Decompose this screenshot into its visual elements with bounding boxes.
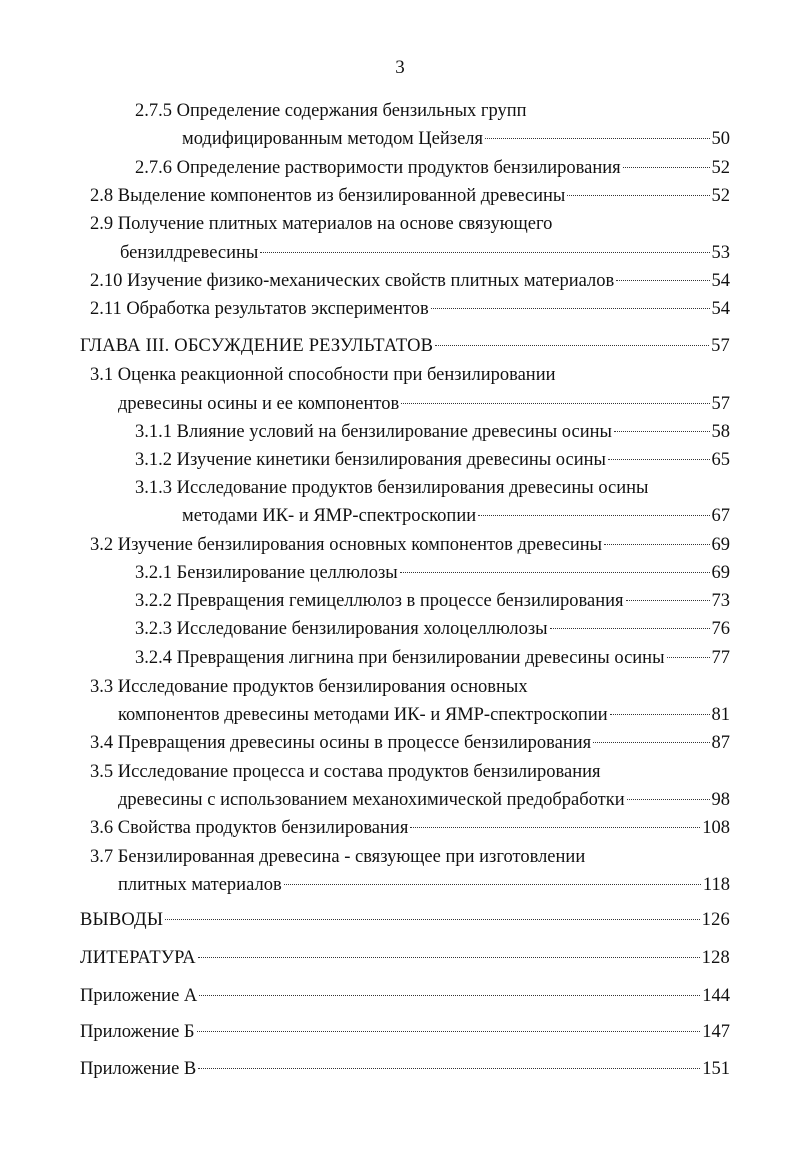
dot-leader [604,544,709,545]
toc-page-number: 50 [711,129,730,149]
dot-leader [284,884,701,885]
toc-entry-title: 2.10 Изучение физико-механических свойств плитных материалов [90,271,615,291]
dot-leader [627,799,710,800]
toc-entry-3-4 [90,730,730,756]
toc-entry-3-1-line1: 3.1 Оценка реакционной способности при бензилировании [90,365,556,385]
toc-appendix-b [80,1019,730,1045]
toc-entry-3-1-1 [135,419,730,445]
toc-entry-2-7-5 [182,126,730,152]
toc-entry-2-7-5-line1: 2.7.5 Определение содержания бензильных групп [135,101,527,121]
toc-entry-title: Приложение Б [80,1022,195,1042]
toc-entry-title: 2.7.6 Определение растворимости продуктов бензилирования [135,158,621,178]
toc-page-number: 108 [702,818,730,838]
toc-entry-title: древесины с использованием механохимической предобработки [118,790,625,810]
toc-entry-title: 3.2.2 Превращения гемицеллюлоз в процессе бензилирования [135,591,624,611]
dot-leader [593,742,709,743]
toc-page-number: 147 [702,1022,730,1042]
toc-entry-title: ГЛАВА III. ОБСУЖДЕНИЕ РЕЗУЛЬТАТОВ [80,336,434,356]
toc-entry-2-7-6 [135,155,730,181]
dot-leader [410,827,700,828]
toc-entry-3-1-3-line1: 3.1.3 Исследование продуктов бензилирования древесины осины [135,478,649,498]
toc-entry-title: ЛИТЕРАТУРА [80,948,196,968]
toc-entry-3-1 [118,391,730,417]
toc-page-number: 76 [711,619,730,639]
toc-conclusions [80,907,730,933]
dot-leader [610,714,710,715]
dot-leader [623,167,710,168]
toc-page-number: 58 [711,422,730,442]
toc-entry-title: Приложение В [80,1059,197,1079]
toc-entry-3-2-4 [135,645,730,671]
toc-entry-2-8 [90,183,730,209]
dot-leader [667,657,710,658]
dot-leader [198,1068,700,1069]
toc-page-number: 69 [711,535,730,555]
toc-entry-title: плитных материалов [118,875,282,895]
toc-entry-3-3 [118,702,730,728]
toc-page-number: 128 [701,948,730,968]
dot-leader [478,515,709,516]
toc-page-number: 57 [711,394,730,414]
toc-page-number: 69 [711,563,730,583]
toc-entry-3-7-line1: 3.7 Бензилированная древесина - связующее при изготовлении [90,847,586,867]
toc-page-number: 52 [711,158,730,178]
toc-entry-title: Приложение А [80,986,198,1006]
toc-entry-title: 3.2.4 Превращения лигнина при бензилировании древесины осины [135,648,665,668]
dot-leader [260,252,709,253]
dot-leader [626,600,710,601]
toc-entry-title: 3.4 Превращения древесины осины в процессе бензилирования [90,733,592,753]
toc-entry-3-1-3 [182,503,730,529]
dot-leader [198,957,700,958]
toc-entry-title: древесины осины и ее компонентов [118,394,400,414]
toc-appendix-v [80,1056,730,1082]
dot-leader [550,628,710,629]
dot-leader [401,403,709,404]
toc-entry-title: 3.6 Свойства продуктов бензилирования [90,818,409,838]
toc-page-number: 53 [711,243,730,263]
toc-page-number: 73 [711,591,730,611]
toc-page-number: 98 [711,790,730,810]
toc-entry-title: 3.2 Изучение бензилирования основных компонентов древесины [90,535,603,555]
toc-entry-title: методами ИК- и ЯМР-спектроскопии [182,506,477,526]
toc-entry-3-2-2 [135,588,730,614]
dot-leader [608,459,710,460]
toc-entry-3-2 [90,532,730,558]
toc-page-number: 151 [702,1059,730,1079]
toc-page-number: 67 [711,506,730,526]
toc-page-number: 81 [711,705,730,725]
toc-entry-title: 2.8 Выделение компонентов из бензилированной древесины [90,186,566,206]
toc-page-number: 118 [702,875,730,895]
toc-entry-3-1-2 [135,447,730,473]
toc-page-number: 54 [711,271,730,291]
toc-page-number: 144 [702,986,730,1006]
toc-entry-2-11 [90,296,730,322]
toc-entry-2-9 [120,240,730,266]
toc-entry-title: бензилдревесины [120,243,259,263]
toc-appendix-a [80,983,730,1009]
toc-page-number: 77 [711,648,730,668]
dot-leader [485,138,709,139]
toc-page-number: 65 [711,450,730,470]
toc-entry-3-5 [118,787,730,813]
dot-leader [197,1031,701,1032]
toc-page-number: 52 [711,186,730,206]
toc-entry-3-5-line1: 3.5 Исследование процесса и состава продуктов бензилирования [90,762,601,782]
dot-leader [567,195,709,196]
toc-entry-3-3-line1: 3.3 Исследование продуктов бензилирования основных [90,677,528,697]
toc-page-number: 126 [701,910,730,930]
page-number: 3 [395,57,405,78]
dot-leader [435,345,709,346]
dot-leader [199,995,700,996]
toc-entry-title: 3.1.1 Влияние условий на бензилирование древесины осины [135,422,612,442]
toc-page-number: 57 [711,336,730,356]
toc-entry-3-2-3 [135,616,730,642]
toc-entry-2-10 [90,268,730,294]
toc-entry-title: компонентов древесины методами ИК- и ЯМР-спектроскопии [118,705,608,725]
toc-entry-title: модифицированным методом Цейзеля [182,129,484,149]
toc-entry-title: ВЫВОДЫ [80,910,164,930]
dot-leader [614,431,710,432]
toc-chapter-3 [80,333,730,359]
toc-entry-title: 3.2.3 Исследование бензилирования холоцеллюлозы [135,619,548,639]
toc-page-number: 87 [711,733,730,753]
toc-page-number: 54 [711,299,730,319]
toc-entry-title: 3.1.2 Изучение кинетики бензилирования древесины осины [135,450,606,470]
toc-literature [80,945,730,971]
toc-entry-3-2-1 [135,560,730,586]
dot-leader [400,572,710,573]
toc-entry-title: 2.11 Обработка результатов экспериментов [90,299,429,319]
dot-leader [165,919,699,920]
toc-entry-title: 3.2.1 Бензилирование целлюлозы [135,563,398,583]
toc-entry-3-6 [90,815,730,841]
toc-entry-3-7 [118,872,730,898]
dot-leader [616,280,709,281]
dot-leader [431,308,710,309]
toc-entry-2-9-line1: 2.9 Получение плитных материалов на основе связующего [90,214,553,234]
